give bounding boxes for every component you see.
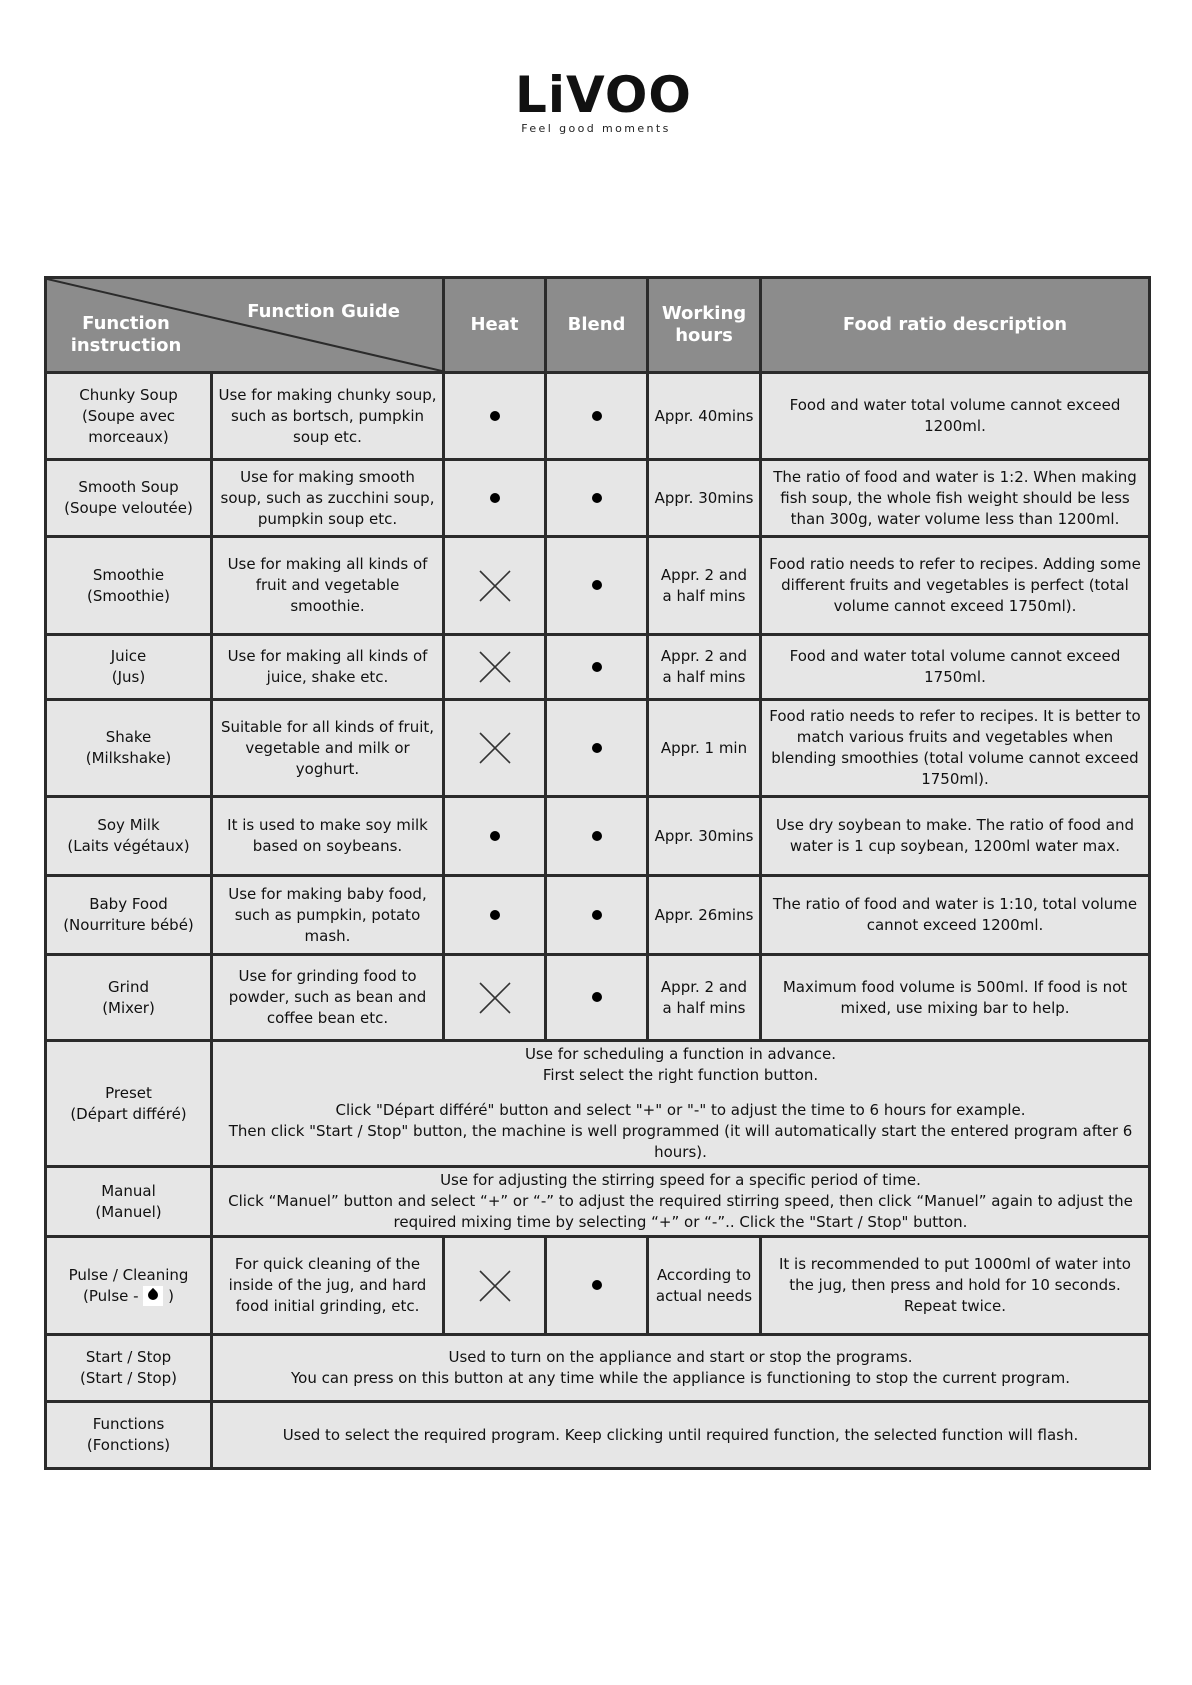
table-row-manual — [46, 1167, 1150, 1237]
function-name: Chunky Soup — [79, 385, 178, 404]
water-drop-icon — [143, 1286, 163, 1306]
brand-logo — [515, 66, 692, 136]
heat-cell — [444, 955, 546, 1041]
blend-cell — [546, 955, 648, 1041]
function-guide: Suitable for all kinds of fruit, vegetable and milk or yoghurt. — [212, 700, 444, 797]
manual-line: Click “Manuel” button and select “+” or “-” to adjust the required stirring speed, then click “Manuel” again to adjust the required mixing time by selecting “+” or “-”.. Click the "Start / Stop" button. — [228, 1192, 1133, 1231]
working-hours: Appr. 26mins — [648, 876, 761, 955]
dot-icon — [490, 831, 500, 841]
table-header-row — [46, 278, 1150, 373]
heat-cell — [444, 373, 546, 460]
dot-icon — [592, 580, 602, 590]
working-hours: According to actual needs — [648, 1237, 761, 1335]
function-guide: Use for making all kinds of fruit and vegetable smoothie. — [212, 537, 444, 635]
function-guide: It is used to make soy milk based on soybeans. — [212, 797, 444, 876]
food-ratio: Maximum food volume is 500ml. If food is not mixed, use mixing bar to help. — [761, 955, 1150, 1041]
blend-header: Blend — [546, 278, 648, 373]
dot-icon — [592, 493, 602, 503]
table-body — [46, 373, 1150, 1469]
function-guide: Use for making baby food, such as pumpkin, potato mash. — [212, 876, 444, 955]
blend-cell — [546, 460, 648, 537]
function-instruction-header: Function instruction — [70, 313, 182, 356]
working-hours-header: Working hours — [648, 278, 761, 373]
function-name: Manual — [101, 1181, 156, 1200]
food-ratio: The ratio of food and water is 1:10, total volume cannot exceed 1200ml. — [761, 876, 1150, 955]
function-name-fr: (Start / Stop) — [79, 1369, 178, 1387]
spacer — [218, 1086, 1143, 1100]
preset-line: Then click "Start / Stop" button, the machine is well programmed (it will automatically start the entered program after 6 hours). — [228, 1122, 1133, 1161]
startstop-description — [212, 1335, 1150, 1402]
heat-header: Heat — [444, 278, 546, 373]
function-name: Preset — [105, 1083, 152, 1102]
table-row — [46, 460, 1150, 537]
dot-icon — [592, 411, 602, 421]
cross-icon — [477, 649, 513, 685]
function-name: Juice — [110, 647, 147, 665]
heat-cell — [444, 876, 546, 955]
table-row-preset — [46, 1041, 1150, 1167]
dot-icon — [592, 910, 602, 920]
function-name-fr: (Laits végétaux) — [67, 837, 190, 855]
blend-cell — [546, 797, 648, 876]
startstop-line: Used to turn on the appliance and start or stop the programs. — [448, 1348, 913, 1366]
working-hours: Appr. 40mins — [648, 373, 761, 460]
blend-cell — [546, 373, 648, 460]
heat-cell — [444, 460, 546, 537]
working-hours: Appr. 2 and a half mins — [648, 635, 761, 700]
function-guide-table — [44, 276, 1151, 1470]
working-hours: Appr. 30mins — [648, 797, 761, 876]
function-guide: Use for making all kinds of juice, shake etc. — [212, 635, 444, 700]
diagonal-header-cell — [46, 278, 444, 373]
functions-description — [212, 1402, 1150, 1469]
function-name-fr: (Soupe veloutée) — [64, 499, 193, 517]
dot-icon — [592, 831, 602, 841]
function-guide: For quick cleaning of the inside of the jug, and hard food initial grinding, etc. — [212, 1237, 444, 1335]
working-hours: Appr. 2 and a half mins — [648, 537, 761, 635]
pulse-suffix: ) — [168, 1286, 174, 1305]
table-row — [46, 700, 1150, 797]
heat-cell — [444, 700, 546, 797]
function-name: Grind — [108, 977, 149, 996]
preset-line: First select the right function button. — [542, 1066, 819, 1084]
dot-icon — [490, 493, 500, 503]
table-row — [46, 373, 1150, 460]
food-ratio: Food ratio needs to refer to recipes. It is better to match various fruits and vegetables when blending smoothies (total volume cannot exceed 1750ml). — [761, 700, 1150, 797]
table-row-pulse — [46, 1237, 1150, 1335]
function-name-fr: (Smoothie) — [87, 586, 170, 605]
preset-line: Use for scheduling a function in advance. — [524, 1045, 837, 1063]
pulse-prefix: (Pulse - — [83, 1286, 139, 1305]
dot-icon — [490, 411, 500, 421]
food-ratio: Food and water total volume cannot exceed 1750ml. — [761, 635, 1150, 700]
table-row-startstop — [46, 1335, 1150, 1402]
function-name-fr: (Mixer) — [102, 998, 155, 1017]
food-ratio: Use dry soybean to make. The ratio of food and water is 1 cup soybean, 1200ml water max. — [761, 797, 1150, 876]
function-name: Start / Stop — [85, 1348, 172, 1366]
cross-icon — [477, 980, 513, 1016]
brand-name: LiVOO — [515, 66, 692, 124]
dot-icon — [592, 1280, 602, 1290]
manual-description — [212, 1167, 1150, 1237]
working-hours: Appr. 30mins — [648, 460, 761, 537]
blend-cell — [546, 876, 648, 955]
function-guide: Use for grinding food to powder, such as bean and coffee bean etc. — [212, 955, 444, 1041]
brand-tagline: Feel good moments — [521, 122, 671, 135]
function-guide-header: Function Guide — [247, 301, 400, 322]
function-name: Soy Milk — [97, 816, 160, 834]
manual-line: Use for adjusting the stirring speed for a specific period of time. — [440, 1171, 921, 1189]
cross-icon — [477, 1268, 513, 1304]
food-ratio: The ratio of food and water is 1:2. When making fish soup, the whole fish weight should be less than 300g, water volume less than 1200ml. — [761, 460, 1150, 537]
table-row — [46, 537, 1150, 635]
table-row-functions — [46, 1402, 1150, 1469]
table-row — [46, 797, 1150, 876]
function-name-fr: (Nourriture bébé) — [63, 916, 194, 934]
dot-icon — [490, 910, 500, 920]
function-name-fr: (Jus) — [111, 668, 146, 686]
dot-icon — [592, 662, 602, 672]
heat-cell — [444, 537, 546, 635]
function-name-fr: (Départ différé) — [70, 1104, 187, 1123]
preset-description — [212, 1041, 1150, 1167]
table-row — [46, 635, 1150, 700]
function-name-fr: (Milkshake) — [85, 749, 172, 767]
food-ratio: Food ratio needs to refer to recipes. Adding some different fruits and vegetables is perfect (total volume cannot exceed 1750ml). — [761, 537, 1150, 635]
cross-icon — [477, 568, 513, 604]
function-name: Smoothie — [92, 565, 165, 584]
function-name: Functions — [92, 1415, 165, 1433]
blend-cell — [546, 537, 648, 635]
food-ratio: It is recommended to put 1000ml of water into the jug, then press and hold for 10 seconds. Repeat twice. — [761, 1237, 1150, 1335]
function-name: Baby Food — [89, 895, 168, 913]
dot-icon — [592, 743, 602, 753]
function-name-fr: (Soupe avec morceaux) — [81, 406, 176, 446]
function-name: Pulse / Cleaning — [68, 1265, 189, 1284]
function-guide: Use for making smooth soup, such as zucchini soup, pumpkin soup etc. — [212, 460, 444, 537]
dot-icon — [592, 992, 602, 1002]
heat-cell — [444, 797, 546, 876]
function-name: Shake — [105, 728, 152, 746]
food-ratio: Food and water total volume cannot exceed 1200ml. — [761, 373, 1150, 460]
working-hours: Appr. 1 min — [648, 700, 761, 797]
blend-cell — [546, 700, 648, 797]
heat-cell — [444, 1237, 546, 1335]
food-ratio-header: Food ratio description — [761, 278, 1150, 373]
cross-icon — [477, 730, 513, 766]
functions-line: Used to select the required program. Keep clicking until required function, the selected function will flash. — [282, 1425, 1079, 1444]
table-row — [46, 876, 1150, 955]
function-name-fr: (Fonctions) — [86, 1436, 171, 1454]
blend-cell — [546, 635, 648, 700]
function-name: Smooth Soup — [78, 478, 179, 496]
function-guide: Use for making chunky soup, such as bortsch, pumpkin soup etc. — [212, 373, 444, 460]
working-hours: Appr. 2 and a half mins — [648, 955, 761, 1041]
table-row — [46, 955, 1150, 1041]
function-name-fr: (Manuel) — [95, 1202, 162, 1221]
preset-line: Click "Départ différé" button and select "+" or "-" to adjust the time to 6 hours for example. — [335, 1101, 1026, 1119]
function-name-fr — [52, 1286, 205, 1307]
heat-cell — [444, 635, 546, 700]
blend-cell — [546, 1237, 648, 1335]
startstop-line: You can press on this button at any time while the appliance is functioning to stop the current program. — [290, 1369, 1071, 1387]
